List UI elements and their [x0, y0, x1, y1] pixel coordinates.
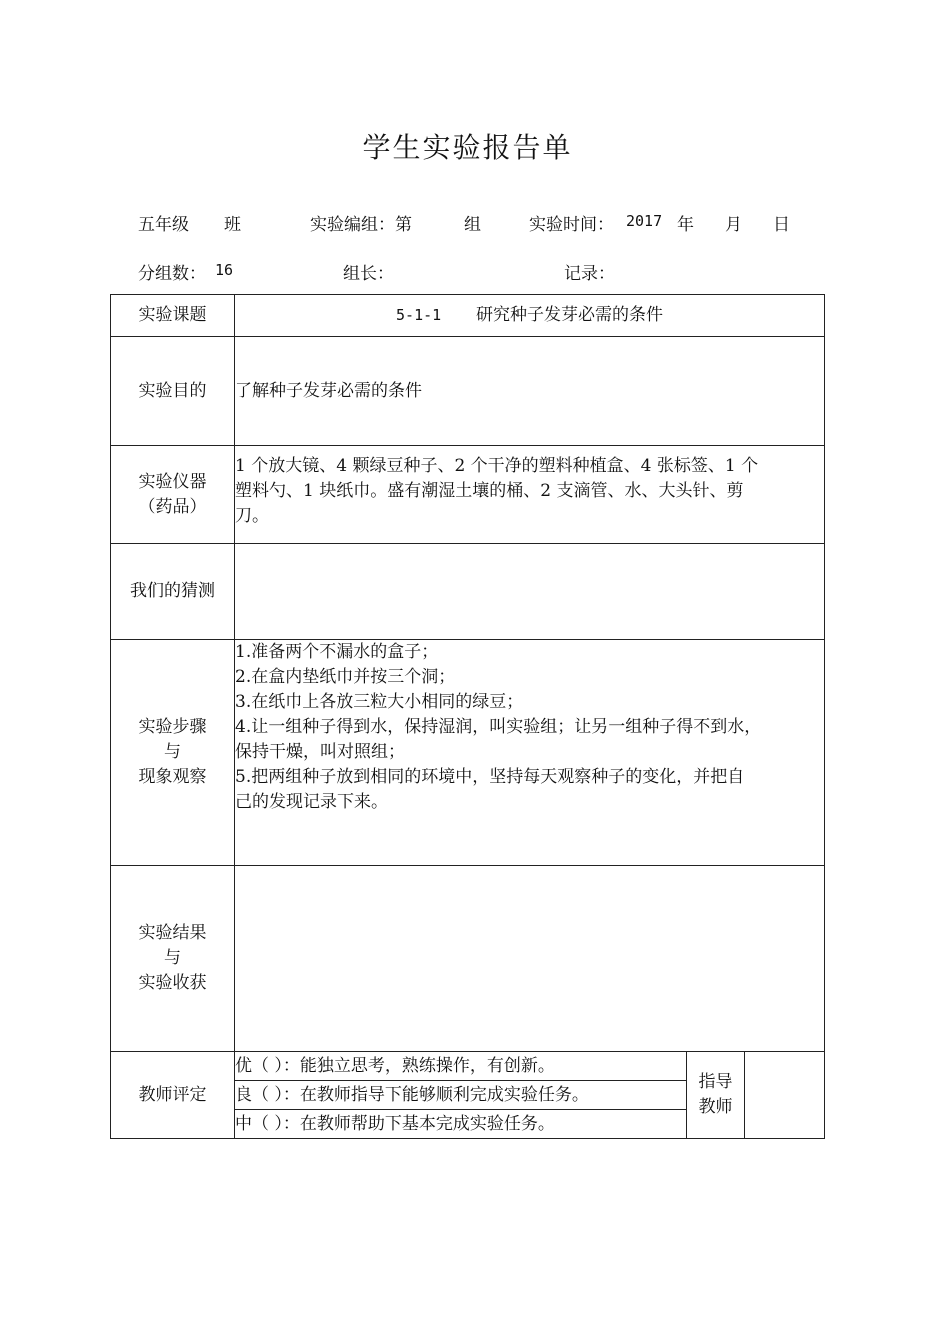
result-label	[111, 866, 235, 1052]
apparatus-line: 刀。	[235, 506, 269, 526]
grade-row-excellent	[111, 1052, 825, 1081]
apparatus-line: 1 个放大镜、4 颗绿豆种子、2 个干净的塑料种植盒、4 张标签、1 个	[235, 456, 759, 476]
advisor-label-line-1: 指导	[698, 1072, 733, 1092]
month-label: 月	[725, 215, 742, 235]
result-label-line-1: 实验结果	[138, 923, 207, 943]
result-row	[111, 866, 825, 1052]
purpose-row	[111, 337, 825, 446]
topic-text: 研究种子发芽必需的条件	[476, 305, 663, 325]
group-count-label: 分组数：	[138, 264, 206, 284]
year-label: 年	[677, 215, 694, 235]
apparatus-text	[235, 446, 825, 544]
eval-label: 教师评定	[111, 1052, 235, 1139]
year-value: 2017	[626, 212, 663, 230]
apparatus-label	[111, 446, 235, 544]
group-count-value: 16	[215, 261, 234, 279]
purpose-label: 实验目的	[111, 337, 235, 446]
step-line: 5.把两组种子放到相同的环境中，坚持每天观察种子的变化，并把自	[235, 767, 745, 787]
topic-cell	[235, 295, 825, 337]
apparatus-label-line-1: 实验仪器	[138, 471, 207, 492]
result-label-line-3: 实验收获	[138, 973, 207, 993]
result-label-line-2: 与	[164, 948, 181, 968]
report-table	[110, 294, 825, 1139]
purpose-text: 了解种子发芽必需的条件	[235, 337, 825, 446]
topic-code: 5-1-1	[396, 306, 442, 324]
class-label: 班	[224, 215, 241, 235]
advisor-label-line-2: 教师	[698, 1097, 733, 1117]
day-label: 日	[773, 215, 790, 235]
steps-label-line-1: 实验步骤	[138, 717, 207, 737]
grade-good: 良（ ）：在教师指导下能够顺利完成实验任务。	[235, 1081, 687, 1110]
apparatus-row	[111, 446, 825, 544]
guess-row	[111, 544, 825, 640]
leader-label: 组长：	[343, 264, 394, 284]
steps-text	[235, 640, 825, 866]
step-line: 己的发现记录下来。	[235, 792, 388, 812]
topic-row	[111, 295, 825, 337]
topic-label: 实验课题	[111, 295, 235, 337]
apparatus-line: 塑料勺、1 块纸巾。盛有潮湿土壤的桶、2 支滴管、水、大头针、剪	[235, 481, 744, 501]
step-line: 3.在纸巾上各放三粒大小相同的绿豆；	[235, 692, 524, 712]
grade-label: 五年级	[138, 215, 189, 235]
grade-fair: 中（ ）：在教师帮助下基本完成实验任务。	[235, 1110, 687, 1139]
advisor-signature-cell	[745, 1052, 825, 1139]
advisor-label	[687, 1052, 745, 1139]
steps-row	[111, 640, 825, 866]
time-label: 实验时间：	[529, 215, 614, 235]
step-line: 1.准备两个不漏水的盒子；	[235, 642, 439, 662]
recorder-label: 记录：	[564, 264, 615, 284]
steps-label-line-3: 现象观察	[138, 767, 207, 787]
grade-excellent: 优（ ）：能独立思考，熟练操作，有创新。	[235, 1052, 687, 1081]
steps-label-line-2: 与	[164, 742, 181, 762]
apparatus-label-line-2: （药品）	[138, 496, 207, 517]
group-suffix-label: 组	[464, 215, 481, 235]
step-line: 保持干燥，叫对照组；	[235, 742, 405, 762]
group-number-label: 实验编组：第	[310, 215, 412, 235]
guess-cell	[235, 544, 825, 640]
result-cell	[235, 866, 825, 1052]
guess-label: 我们的猜测	[111, 544, 235, 640]
steps-label	[111, 640, 235, 866]
step-line: 2.在盒内垫纸巾并按三个洞；	[235, 667, 456, 687]
page-title: 学生实验报告单	[362, 131, 573, 164]
step-line: 4.让一组种子得到水，保持湿润，叫实验组；让另一组种子得不到水，	[235, 717, 762, 737]
